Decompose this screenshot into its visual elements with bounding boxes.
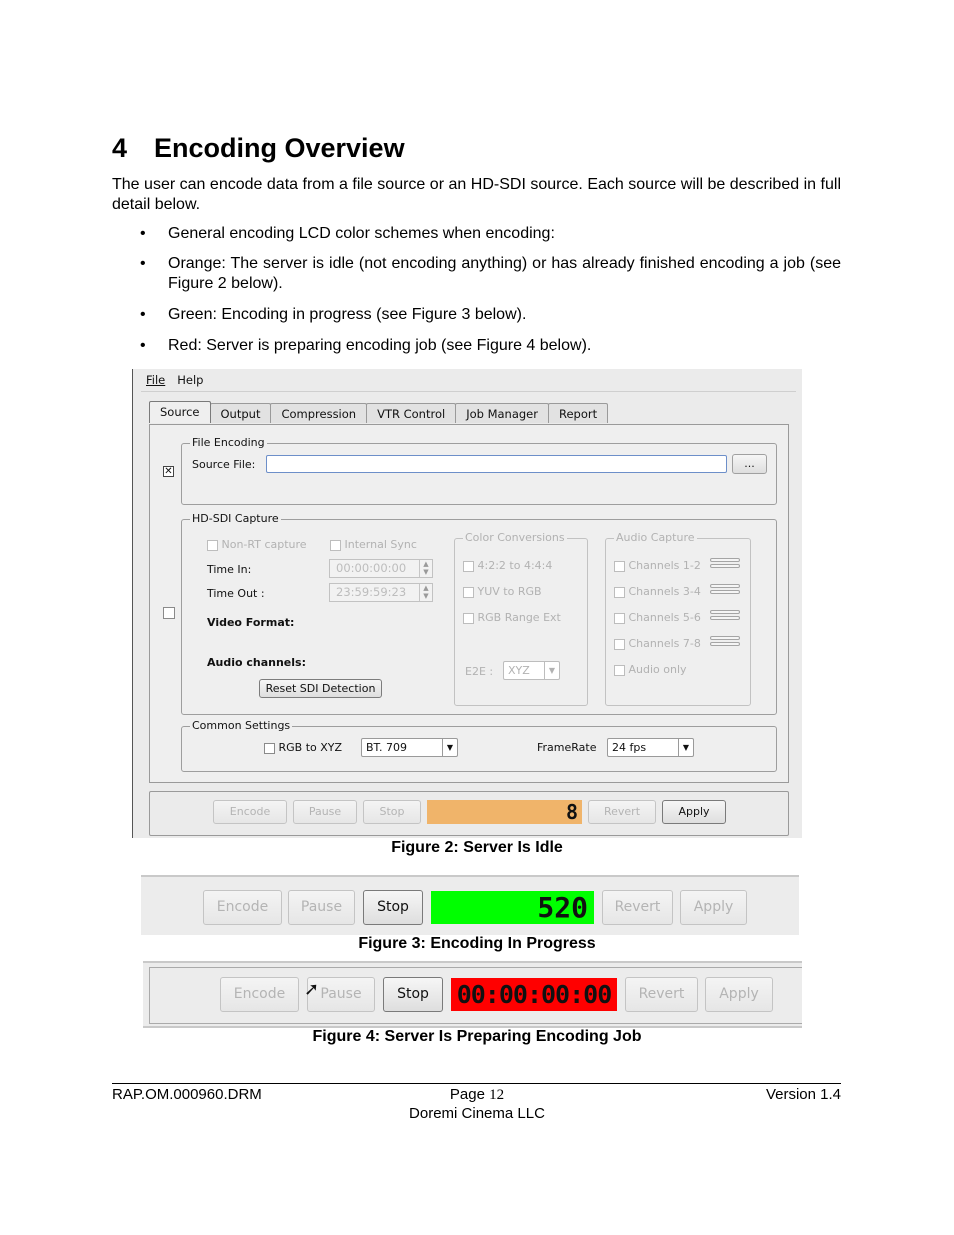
- tab-job-manager[interactable]: Job Manager: [455, 403, 549, 423]
- non-rt-checkbox[interactable]: [207, 540, 218, 551]
- control-bar: [149, 791, 789, 836]
- encode-button[interactable]: Encode: [220, 977, 299, 1012]
- section-title: Encoding Overview: [154, 133, 405, 163]
- figure-2-caption: Figure 2: Server Is Idle: [391, 839, 563, 856]
- hdsdi-checkbox[interactable]: [163, 607, 175, 619]
- bullet-item: • Green: Encoding in progress (see Figure 3 below).: [140, 306, 527, 323]
- status-lcd: 8: [427, 800, 582, 824]
- audio-only-option[interactable]: Audio only: [614, 663, 687, 676]
- spin-arrows-icon[interactable]: ▲ ▼: [419, 584, 432, 601]
- non-rt-option[interactable]: Non-RT capture: [207, 538, 307, 551]
- color-conversions-label: Color Conversions: [465, 531, 565, 544]
- bullet-dot: •: [140, 337, 146, 354]
- framerate-combo[interactable]: 24 fps ▼: [607, 738, 694, 757]
- time-in-label: Time In:: [207, 563, 252, 576]
- audio-ch56-option[interactable]: Channels 5-6: [614, 611, 701, 624]
- bullet-item: • Red: Server is preparing encoding job (see Figure 4 below).: [140, 337, 592, 354]
- common-settings-label: Common Settings: [192, 719, 291, 732]
- menu-bar: [146, 373, 203, 389]
- intro-paragraph: The user can encode data from a file source or an HD-SDI source. Each source will be described in full detail below.: [112, 176, 841, 213]
- encode-button[interactable]: Encode: [213, 800, 287, 824]
- conv-rgb-range-option[interactable]: RGB Range Ext: [463, 611, 561, 624]
- tab-output[interactable]: Output: [210, 403, 272, 423]
- status-lcd: 520: [431, 891, 594, 924]
- dropdown-arrow-icon[interactable]: ▼: [678, 739, 693, 756]
- hdsdi-group: [181, 512, 777, 715]
- slider-icon[interactable]: [710, 636, 740, 652]
- time-in-spinbox[interactable]: 00:00:00:00 ▲ ▼: [329, 559, 433, 578]
- file-encoding-checkbox[interactable]: ✕: [164, 466, 173, 477]
- tab-source[interactable]: Source: [149, 401, 211, 423]
- e2e-label: E2E :: [465, 665, 494, 678]
- tab-compression[interactable]: Compression: [270, 403, 367, 423]
- conv-422-option[interactable]: 4:2:2 to 4:4:4: [463, 559, 552, 572]
- tab-vtr-control[interactable]: VTR Control: [366, 403, 456, 423]
- source-tab-panel: [149, 424, 789, 783]
- audio-ch12-option[interactable]: Channels 1-2: [614, 559, 701, 572]
- menu-separator: [141, 391, 796, 392]
- browse-button[interactable]: ...: [732, 454, 767, 474]
- encoder-window: [132, 369, 802, 838]
- footer-company: Doremi Cinema LLC: [409, 1105, 545, 1122]
- encoding-control-bar: [141, 875, 799, 935]
- footer-page: Page 12: [449, 1086, 505, 1103]
- footer-doc-id: RAP.OM.000960.DRM: [112, 1086, 262, 1103]
- rgb-matrix-combo[interactable]: BT. 709 ▼: [361, 738, 458, 757]
- revert-button[interactable]: Revert: [625, 977, 698, 1012]
- e2e-combo[interactable]: XYZ ▼: [503, 661, 560, 680]
- apply-button[interactable]: Apply: [662, 800, 726, 824]
- pause-button[interactable]: Pause: [288, 890, 355, 925]
- bullet-list: [140, 224, 841, 356]
- encode-button[interactable]: Encode: [203, 890, 282, 925]
- hdsdi-label: HD-SDI Capture: [192, 512, 279, 525]
- pause-button[interactable]: Pause: [307, 977, 375, 1012]
- spin-arrows-icon[interactable]: ▲ ▼: [419, 560, 432, 577]
- color-conversions-group: [454, 531, 588, 706]
- apply-button[interactable]: Apply: [705, 977, 773, 1012]
- source-file-label: Source File:: [192, 458, 256, 471]
- stop-button[interactable]: Stop: [383, 977, 443, 1012]
- revert-button[interactable]: Revert: [602, 890, 673, 925]
- time-out-spinbox[interactable]: 23:59:59:23 ▲ ▼: [329, 583, 433, 602]
- revert-button[interactable]: Revert: [588, 800, 656, 824]
- bullet-dot: •: [140, 306, 146, 323]
- bullet-dot: •: [140, 225, 146, 242]
- reset-sdi-button[interactable]: Reset SDI Detection: [259, 679, 382, 698]
- time-out-label: Time Out :: [207, 587, 265, 600]
- status-lcd: 00:00:00:00: [451, 978, 617, 1011]
- source-file-input[interactable]: [266, 455, 727, 473]
- audio-capture-group: [605, 531, 751, 706]
- figure-3-caption: Figure 3: Encoding In Progress: [358, 935, 596, 952]
- section-heading: [112, 133, 405, 164]
- footer-version: Version 1.4: [765, 1086, 841, 1103]
- rgb-to-xyz-option[interactable]: RGB to XYZ: [264, 741, 342, 754]
- dropdown-arrow-icon[interactable]: ▼: [442, 739, 457, 756]
- audio-capture-label: Audio Capture: [616, 531, 695, 544]
- stop-button[interactable]: Stop: [363, 890, 423, 925]
- audio-channels-label: Audio channels:: [207, 656, 306, 669]
- mouse-cursor-icon: ➚: [304, 979, 320, 1000]
- preparing-control-bar: [143, 961, 802, 1028]
- slider-icon[interactable]: [710, 558, 740, 574]
- internal-sync-option[interactable]: Internal Sync: [330, 538, 417, 551]
- internal-sync-checkbox[interactable]: [330, 540, 341, 551]
- menu-help[interactable]: Help: [177, 373, 204, 387]
- framerate-label: FrameRate: [537, 741, 597, 754]
- bullet-item: • Orange: The server is idle (not encoding anything) or has already finished encoding a job (see Figure 2 below).: [140, 255, 841, 292]
- bullet-dot: •: [140, 255, 146, 272]
- menu-file[interactable]: File: [146, 373, 166, 387]
- section-number: 4: [112, 133, 128, 163]
- tab-report[interactable]: Report: [548, 403, 608, 423]
- audio-ch34-option[interactable]: Channels 3-4: [614, 585, 701, 598]
- pause-button[interactable]: Pause: [293, 800, 357, 824]
- figure-4-caption: Figure 4: Server Is Preparing Encoding Job: [312, 1028, 642, 1045]
- conv-yuv-option[interactable]: YUV to RGB: [463, 585, 542, 598]
- slider-icon[interactable]: [710, 584, 740, 600]
- video-format-label: Video Format:: [207, 616, 295, 629]
- slider-icon[interactable]: [710, 610, 740, 626]
- page-number: 12: [489, 1087, 505, 1103]
- apply-button[interactable]: Apply: [680, 890, 747, 925]
- audio-ch78-option[interactable]: Channels 7-8: [614, 637, 701, 650]
- tab-bar: [149, 403, 607, 423]
- stop-button[interactable]: Stop: [363, 800, 421, 824]
- file-encoding-group: [181, 436, 777, 505]
- dropdown-arrow-icon[interactable]: ▼: [544, 662, 559, 679]
- bullet-item: • General encoding LCD color schemes when encoding:: [140, 225, 555, 242]
- footer-rule: [112, 1083, 841, 1084]
- file-encoding-label: File Encoding: [192, 436, 265, 449]
- common-settings-group: [181, 719, 777, 772]
- rgb-to-xyz-checkbox[interactable]: [264, 743, 275, 754]
